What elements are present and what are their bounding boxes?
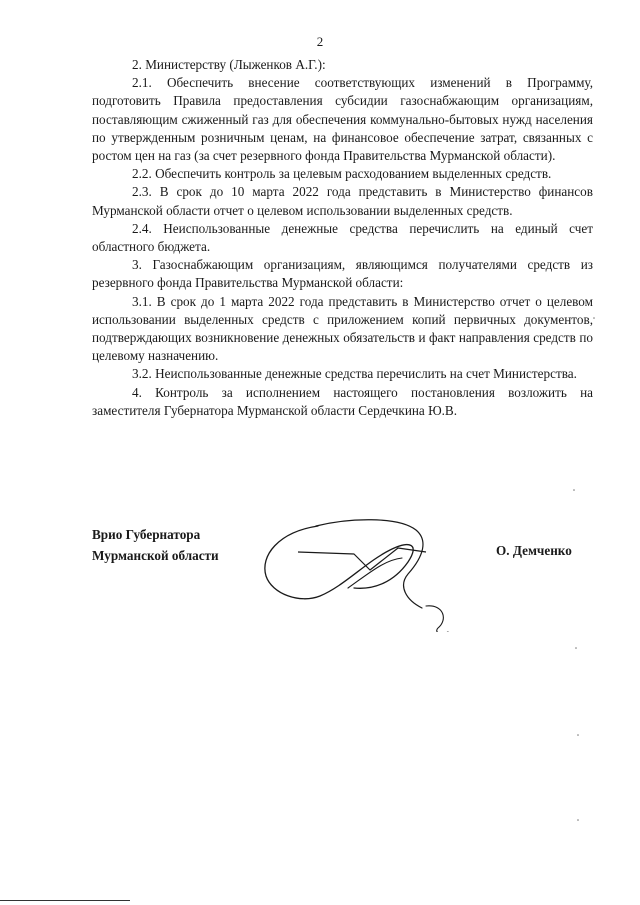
paragraph-2: 2. Министерству (Лыженков А.Г.): [132,57,326,72]
paragraph-2-1: 2.1. Обеспечить внесение соответствующих изменений в Программу, подготовить Правила предоставления субсидии газоснабжающим организациям, поставляющим сжиженный газ для обеспечения коммунально-бытовых нужд населения по утвержденным розничным ценам, на финансовое обеспечение затрат, связанных с ростом цен на газ (за счет резервного фонда Правительства Мурманской области). [92,75,593,164]
paragraph-2-4: 2.4. Неиспользованные денежные средства перечислить на единый счет областного бюджета. [92,220,593,255]
signatory-title-line2: Мурманской области [92,548,219,563]
paragraph-3-1: 3.1. В срок до 1 марта 2022 года представить в Министерство отчет о целевом использовании выделенных средств с приложением копий первичных документов, подтверждающих возникновение денежных обязательств и факт направления средств по целевому назначению. [92,293,593,364]
paragraph-3-2: 3.2. Неиспользованные денежные средства перечислить на счет Министерства. [132,366,577,382]
signatory-title-line1: Врио Губернатора [92,527,201,542]
paragraph-4: 4. Контроль за исполнением настоящего постановления возложить на заместителя Губернатора Мурманской области Сердечкина Ю.В. [92,384,593,418]
handwritten-signature [258,512,468,632]
signatory-title [92,524,219,566]
paragraph-2-2: 2.2. Обеспечить контроль за целевым расходованием выделенных средств. [132,166,552,182]
document-body [92,56,593,420]
footer-rule [0,900,130,901]
paragraph-2-3: 2.3. В срок до 10 марта 2022 года представить в Министерство финансов Мурманской области отчет о целевом использовании выделенных средств. [92,184,593,218]
page-number: 2 [316,34,324,49]
paragraph-3: 3. Газоснабжающим организациям, являющимся получателями средств из резервного фонда Правительства Мурманской области: [92,257,593,291]
signatory-name: О. Демченко [496,543,572,558]
